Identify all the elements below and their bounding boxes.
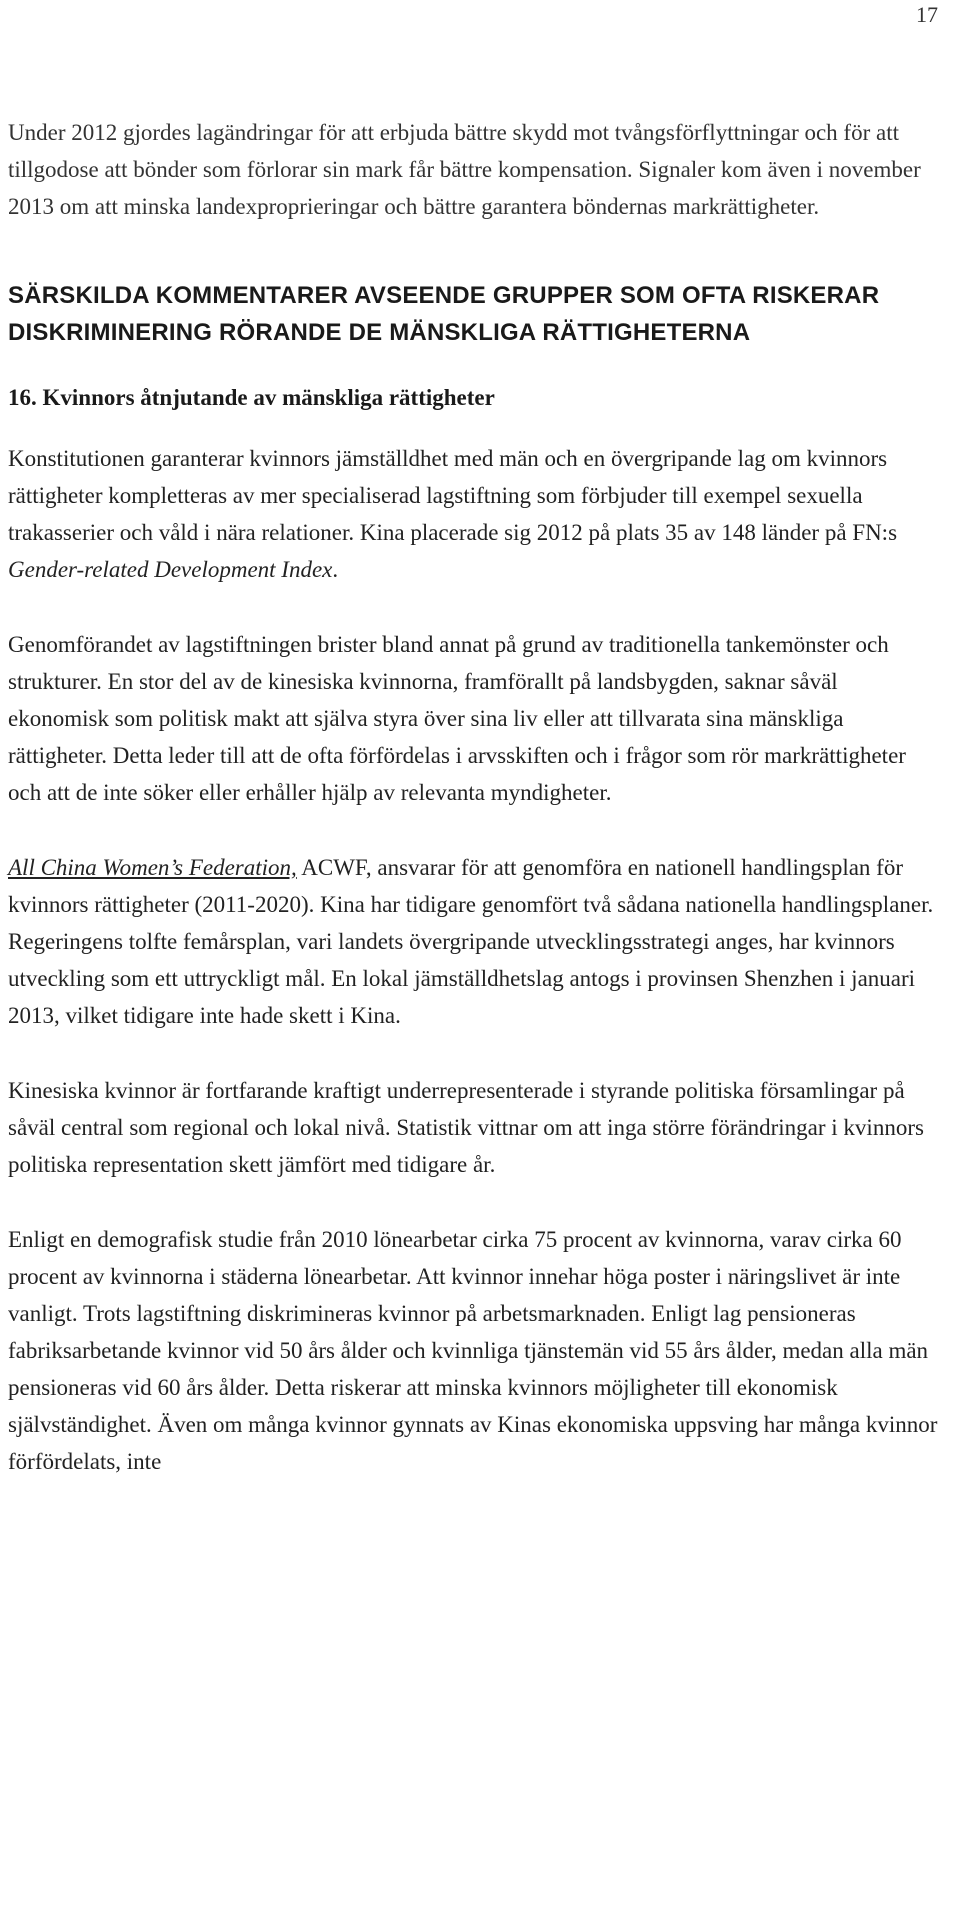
paragraph-text: ACWF, ansvarar för att genomföra en nationell handlingsplan för kvinnors rättigheter (2011-2020). Kina har tidigare genomfört två sådana nationella handlingsplaner. Regeringens tolfte femårsplan, vari landets övergripande utvecklingsstrategi anges, har kvinnors utveckling som ett uttryckligt mål. En lokal jämställdhetslag antogs i provinsen Shenzhen i januari 2013, vilket tidigare inte hade skett i Kina.: [8, 855, 934, 1028]
index-name: Gender-related Development Index: [8, 557, 333, 582]
paragraph-implementation: Genomförandet av lagstiftningen brister bland annat på grund av traditionella tankemönster och strukturer. En stor del av de kinesiska kvinnorna, framförallt på landsbygden, saknar såväl ekonomisk som politisk makt att själva styra över sina liv eller att tillvarata sina mänskliga rättigheter. Detta leder till att de ofta förfördelas i arvsskiften och i frågor som rör markrättigheter och att de inte söker eller erhåller hjälp av relevanta myndigheter.: [8, 632, 906, 805]
paragraph-text: .: [332, 557, 339, 582]
paragraph-constitution: [8, 440, 938, 588]
paragraph-text: Konstitutionen garanterar kvinnors jämställdhet med män och en övergripande lag om kvinnors rättigheter kompletteras av mer specialiserad lagstiftning som förbjuder till exempel sexuella trakasserier och våld i nära relationer. Kina placerade sig 2012 på plats 35 av 148 länder på FN:s: [8, 446, 898, 545]
intro-paragraph: Under 2012 gjordes lagändringar för att erbjuda bättre skydd mot tvångsförflyttningar och för att tillgodose att bönder som förlorar sin mark får bättre kompensation. Signaler kom även i november 2013 om att minska landexproprieringar och bättre garantera böndernas markrättigheter.: [8, 120, 921, 219]
paragraph-employment: Enligt en demografisk studie från 2010 lönearbetar cirka 75 procent av kvinnorna, varav cirka 60 procent av kvinnorna i städerna lönearbetar. Att kvinnor innehar höga poster i näringslivet är inte vanligt. Trots lagstiftning diskrimineras kvinnor på arbetsmarknaden. Enligt lag pensioneras fabriksarbetande kvinnor vid 50 års ålder och kvinnliga tjänstemän vid 55 års ålder, medan alla män pensioneras vid 60 års ålder. Detta riskerar att minska kvinnors möjligheter till ekonomisk självständighet. Även om många kvinnor gynnats av Kinas ekonomiska uppsving har många kvinnor förfördelats, inte: [8, 1227, 938, 1474]
page-content: [8, 114, 938, 1480]
organization-name: All China Women’s Federation,: [8, 855, 297, 880]
paragraph-political-representation: Kinesiska kvinnor är fortfarande kraftigt underrepresenterade i styrande politiska församlingar på såväl central som regional och lokal nivå. Statistik vittnar om att inga större förändringar i kvinnors politiska representation skett jämfört med tidigare år.: [8, 1078, 924, 1177]
paragraph-acwf: [8, 849, 938, 1034]
page-number: 17: [916, 2, 938, 27]
section-heading: SÄRSKILDA KOMMENTARER AVSEENDE GRUPPER SOM OFTA RISKERAR DISKRIMINERING RÖRANDE DE MÄNSKLIGA RÄTTIGHETERNA: [8, 282, 880, 346]
subsection-heading: 16. Kvinnors åtnjutande av mänskliga rättigheter: [8, 385, 495, 410]
